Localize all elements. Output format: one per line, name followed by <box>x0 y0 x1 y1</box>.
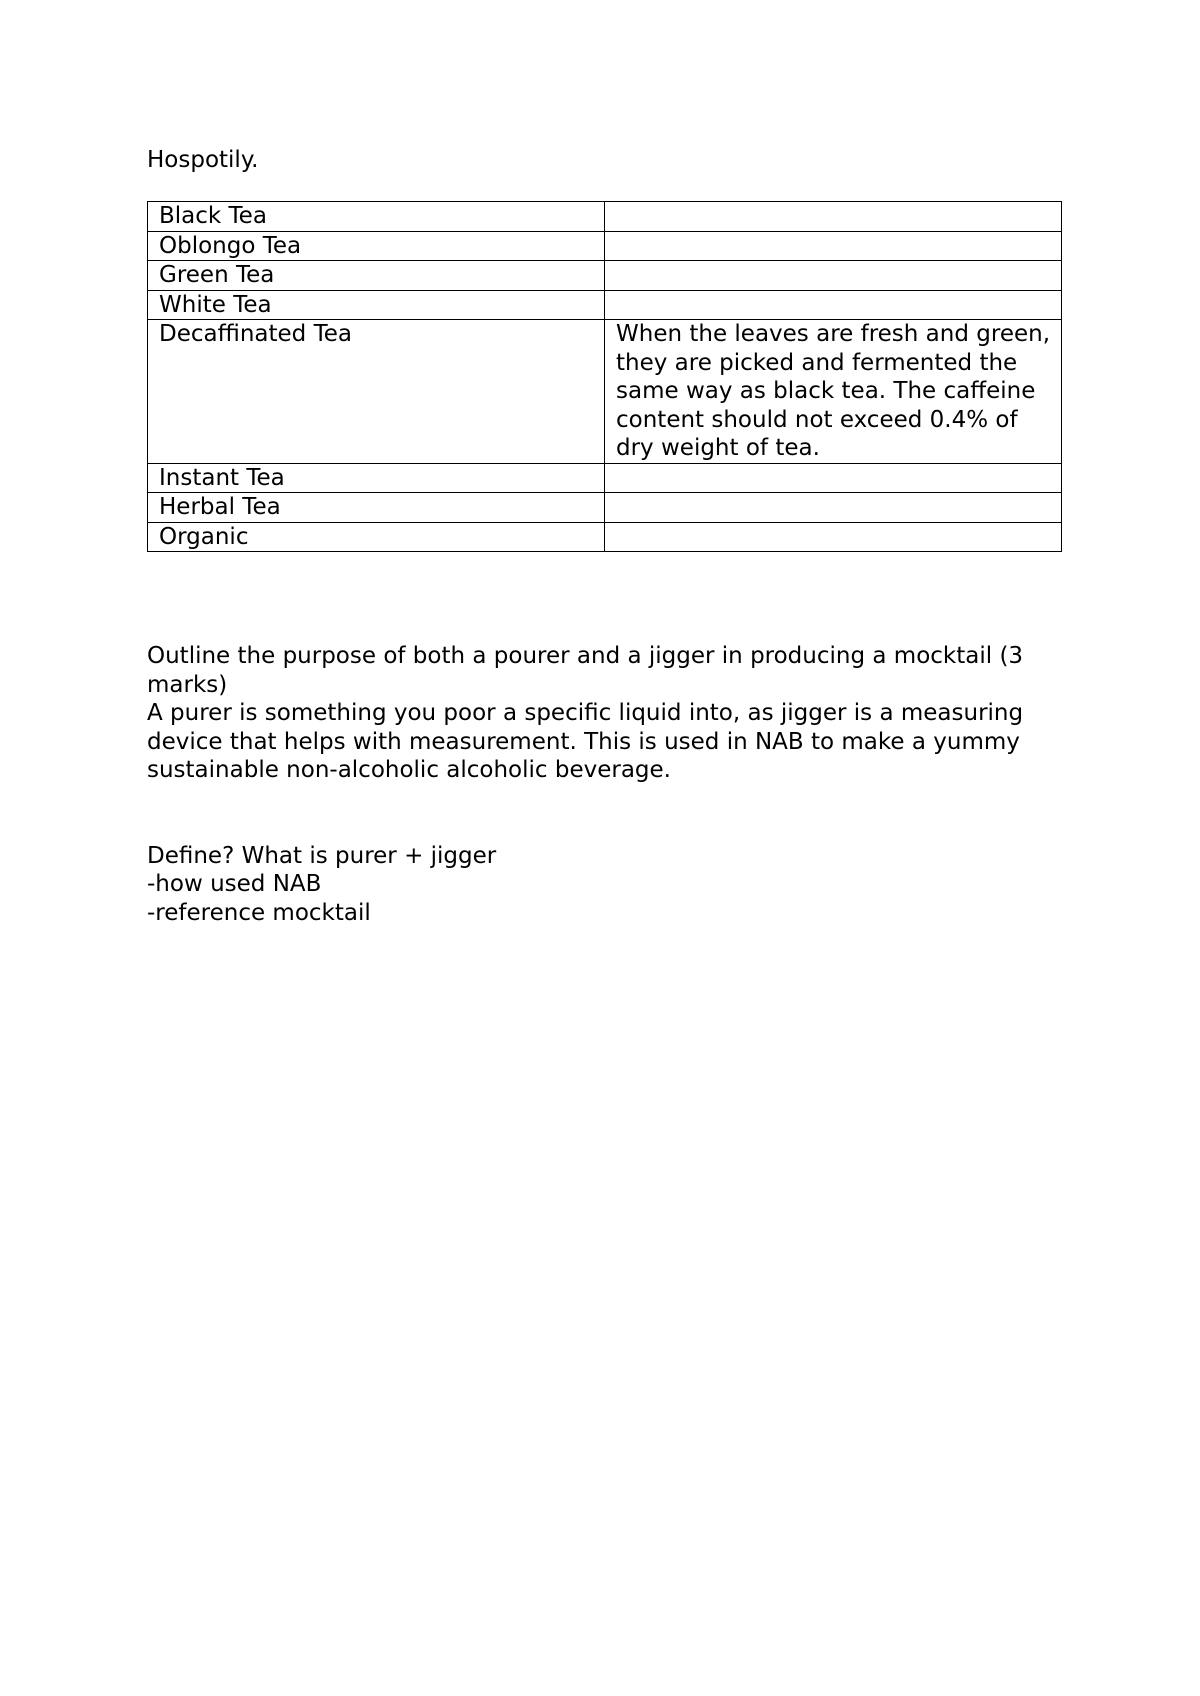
tea-description-cell <box>605 202 1062 232</box>
tea-type-cell: White Tea <box>148 290 605 320</box>
table-row <box>148 231 1062 261</box>
note-line: -how used NAB <box>147 871 322 897</box>
document-title: Hospotily. <box>147 147 259 173</box>
tea-description-cell <box>605 290 1062 320</box>
tea-type-cell: Herbal Tea <box>148 493 605 523</box>
tea-type-cell: Instant Tea <box>148 463 605 493</box>
table-row <box>148 290 1062 320</box>
document-page <box>147 146 1067 927</box>
tea-types-table <box>147 201 1062 552</box>
note-line: Define? What is purer + jigger <box>147 842 497 869</box>
question-answer: A purer is something you poor a specific liquid into, as jigger is a measuring device that helps with measurement. This is used in NAB to make a yummy sustainable non-alcoholic alcoholic beverage. <box>147 700 1024 783</box>
table-row <box>148 522 1062 552</box>
note-line: -reference mocktail <box>147 899 371 926</box>
tea-description-cell <box>605 522 1062 552</box>
tea-type-cell: Black Tea <box>148 202 605 232</box>
tea-description-cell <box>605 463 1062 493</box>
table-row <box>148 202 1062 232</box>
tea-description-cell <box>605 231 1062 261</box>
tea-type-cell: Oblongo Tea <box>148 231 605 261</box>
tea-type-cell: Decaffinated Tea <box>148 320 605 464</box>
question-answer-block <box>147 642 1067 785</box>
notes-block <box>147 842 1067 928</box>
table-row <box>148 493 1062 523</box>
tea-description-cell <box>605 493 1062 523</box>
table-row <box>148 320 1062 464</box>
tea-description-cell <box>605 261 1062 291</box>
table-row <box>148 261 1062 291</box>
tea-type-cell: Organic <box>148 522 605 552</box>
question-prompt: Outline the purpose of both a pourer and a jigger in producing a mocktail (3 marks) <box>147 643 1024 698</box>
tea-type-cell: Green Tea <box>148 261 605 291</box>
table-row <box>148 463 1062 493</box>
tea-description-cell: When the leaves are fresh and green, they are picked and fermented the same way as black tea. The caffeine content should not exceed 0.4% of dry weight of tea. <box>605 320 1062 464</box>
